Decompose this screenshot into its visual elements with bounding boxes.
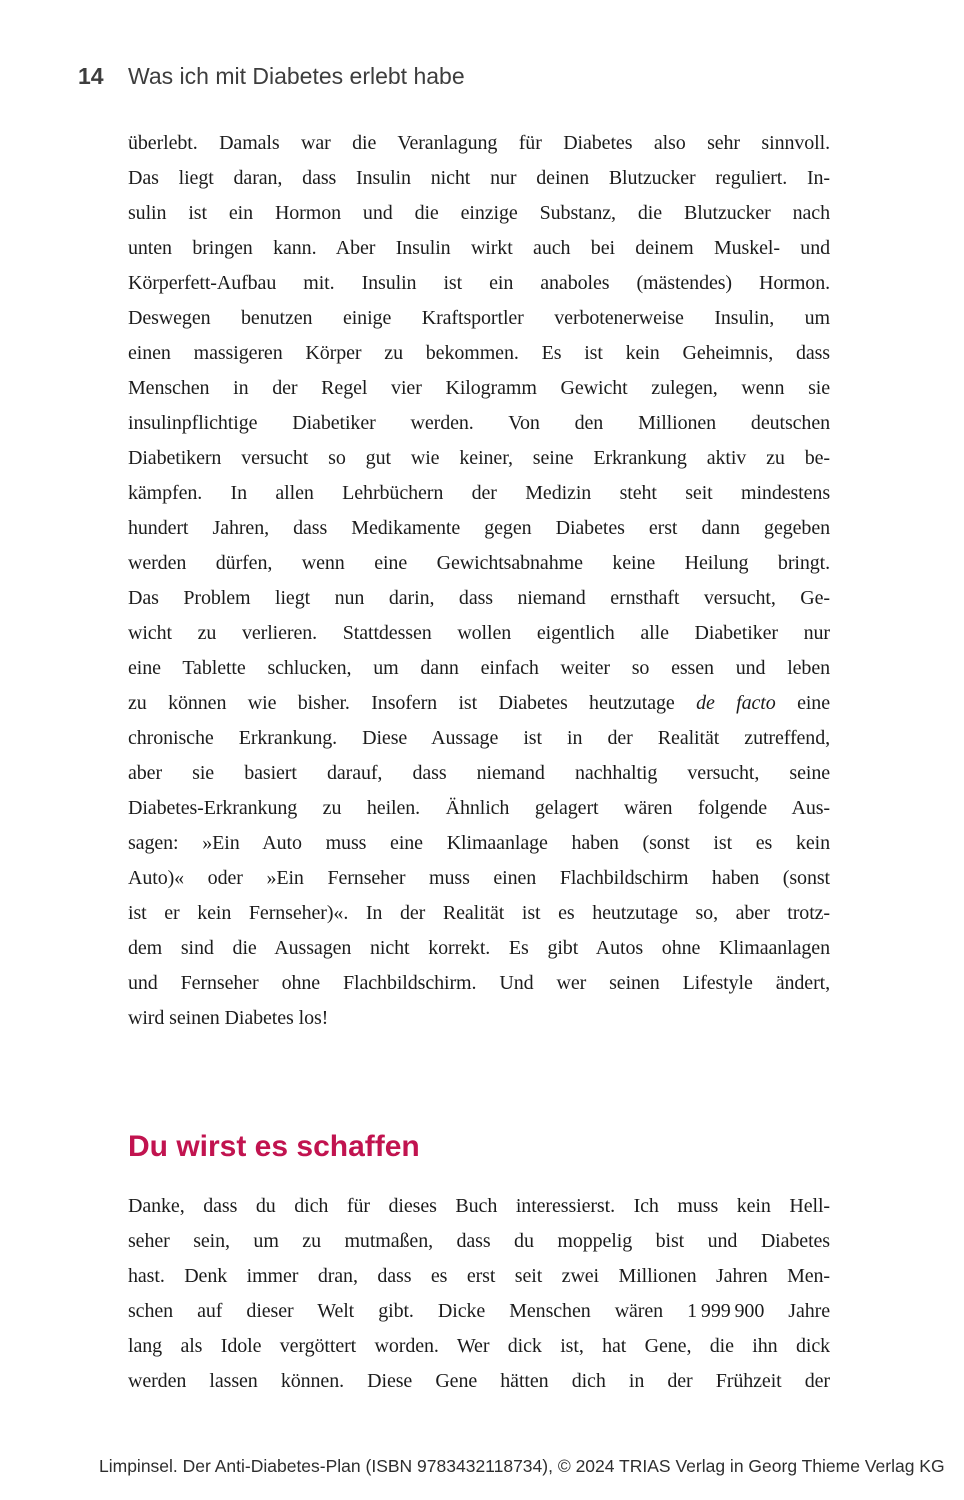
text-line: Auto)« oder »Ein Fernseher muss einen Flachbildschirm haben (sonst bbox=[128, 867, 830, 889]
text-line: Diabetikern versucht so gut wie keiner, seine Erkrankung aktiv zu be- bbox=[128, 447, 830, 469]
text-line: ist er kein Fernseher)«. In der Realität ist es heutzutage so, aber trotz- bbox=[128, 902, 830, 924]
text-line: sagen: »Ein Auto muss eine Klimaanlage haben (sonst ist es kein bbox=[128, 832, 830, 854]
text-line: hundert Jahren, dass Medikamente gegen Diabetes erst dann gegeben bbox=[128, 517, 830, 539]
text-line: Körperfett-Aufbau mit. Insulin ist ein anaboles (mästendes) Hormon. bbox=[128, 272, 830, 294]
text-line: werden lassen können. Diese Gene hätten dich in der Frühzeit der bbox=[128, 1370, 830, 1392]
section-heading: Du wirst es schaffen bbox=[128, 1130, 420, 1163]
running-header bbox=[0, 63, 964, 93]
text-line: insulinpflichtige Diabetiker werden. Von den Millionen deutschen bbox=[128, 412, 830, 434]
text-line: dem sind die Aussagen nicht korrekt. Es gibt Autos ohne Klimaanlagen bbox=[128, 937, 830, 959]
text-line: werden dürfen, wenn eine Gewichtsabnahme keine Heilung bringt. bbox=[128, 552, 830, 574]
text-line: sulin ist ein Hormon und die einzige Substanz, die Blutzucker nach bbox=[128, 202, 830, 224]
text-line: lang als Idole vergöttert worden. Wer dick ist, hat Gene, die ihn dick bbox=[128, 1335, 830, 1357]
footer-imprint: Limpinsel. Der Anti-Diabetes-Plan (ISBN 9783432118734), © 2024 TRIAS Verlag in Georg Thieme Verlag KG bbox=[99, 1456, 945, 1476]
text-line: unten bringen kann. Aber Insulin wirkt auch bei deinem Muskel- und bbox=[128, 237, 830, 259]
body-paragraph-2 bbox=[128, 1189, 830, 1399]
text-line: zu können wie bisher. Insofern ist Diabetes heutzutage de facto eine bbox=[128, 692, 830, 714]
text-line: einen massigeren Körper zu bekommen. Es ist kein Geheimnis, dass bbox=[128, 342, 830, 364]
running-header-title: Was ich mit Diabetes erlebt habe bbox=[128, 63, 465, 89]
text-line: hast. Denk immer dran, dass es erst seit zwei Millionen Jahren Men- bbox=[128, 1265, 830, 1287]
text-line: und Fernseher ohne Flachbildschirm. Und wer seinen Lifestyle ändert, bbox=[128, 972, 830, 994]
text-line: wicht zu verlieren. Stattdessen wollen eigentlich alle Diabetiker nur bbox=[128, 622, 830, 644]
text-line: chronische Erkrankung. Diese Aussage ist in der Realität zutreffend, bbox=[128, 727, 830, 749]
text-line: aber sie basiert darauf, dass niemand nachhaltig versucht, seine bbox=[128, 762, 830, 784]
text-line: eine Tablette schlucken, um dann einfach weiter so essen und leben bbox=[128, 657, 830, 679]
text-line: Diabetes-Erkrankung zu heilen. Ähnlich gelagert wären folgende Aus- bbox=[128, 797, 830, 819]
text-line: überlebt. Damals war die Veranlagung für Diabetes also sehr sinnvoll. bbox=[128, 132, 830, 154]
text-line: Das liegt daran, dass Insulin nicht nur deinen Blutzucker reguliert. In- bbox=[128, 167, 830, 189]
text-line: seher sein, um zu mutmaßen, dass du moppelig bist und Diabetes bbox=[128, 1230, 830, 1252]
text-line: Das Problem liegt nun darin, dass niemand ernsthaft versucht, Ge- bbox=[128, 587, 830, 609]
text-line: Danke, dass du dich für dieses Buch interessierst. Ich muss kein Hell- bbox=[128, 1195, 830, 1217]
text-line: wird seinen Diabetes los! bbox=[128, 1007, 329, 1029]
body-paragraph-1 bbox=[128, 126, 830, 1036]
text-line: Deswegen benutzen einige Kraftsportler verbotenerweise Insulin, um bbox=[128, 307, 830, 329]
text-line: schen auf dieser Welt gibt. Dicke Menschen wären 1 999 900 Jahre bbox=[128, 1300, 830, 1322]
text-line: Menschen in der Regel vier Kilogramm Gewicht zulegen, wenn sie bbox=[128, 377, 830, 399]
text-line: kämpfen. In allen Lehrbüchern der Medizin steht seit mindestens bbox=[128, 482, 830, 504]
page-number: 14 bbox=[78, 63, 104, 89]
